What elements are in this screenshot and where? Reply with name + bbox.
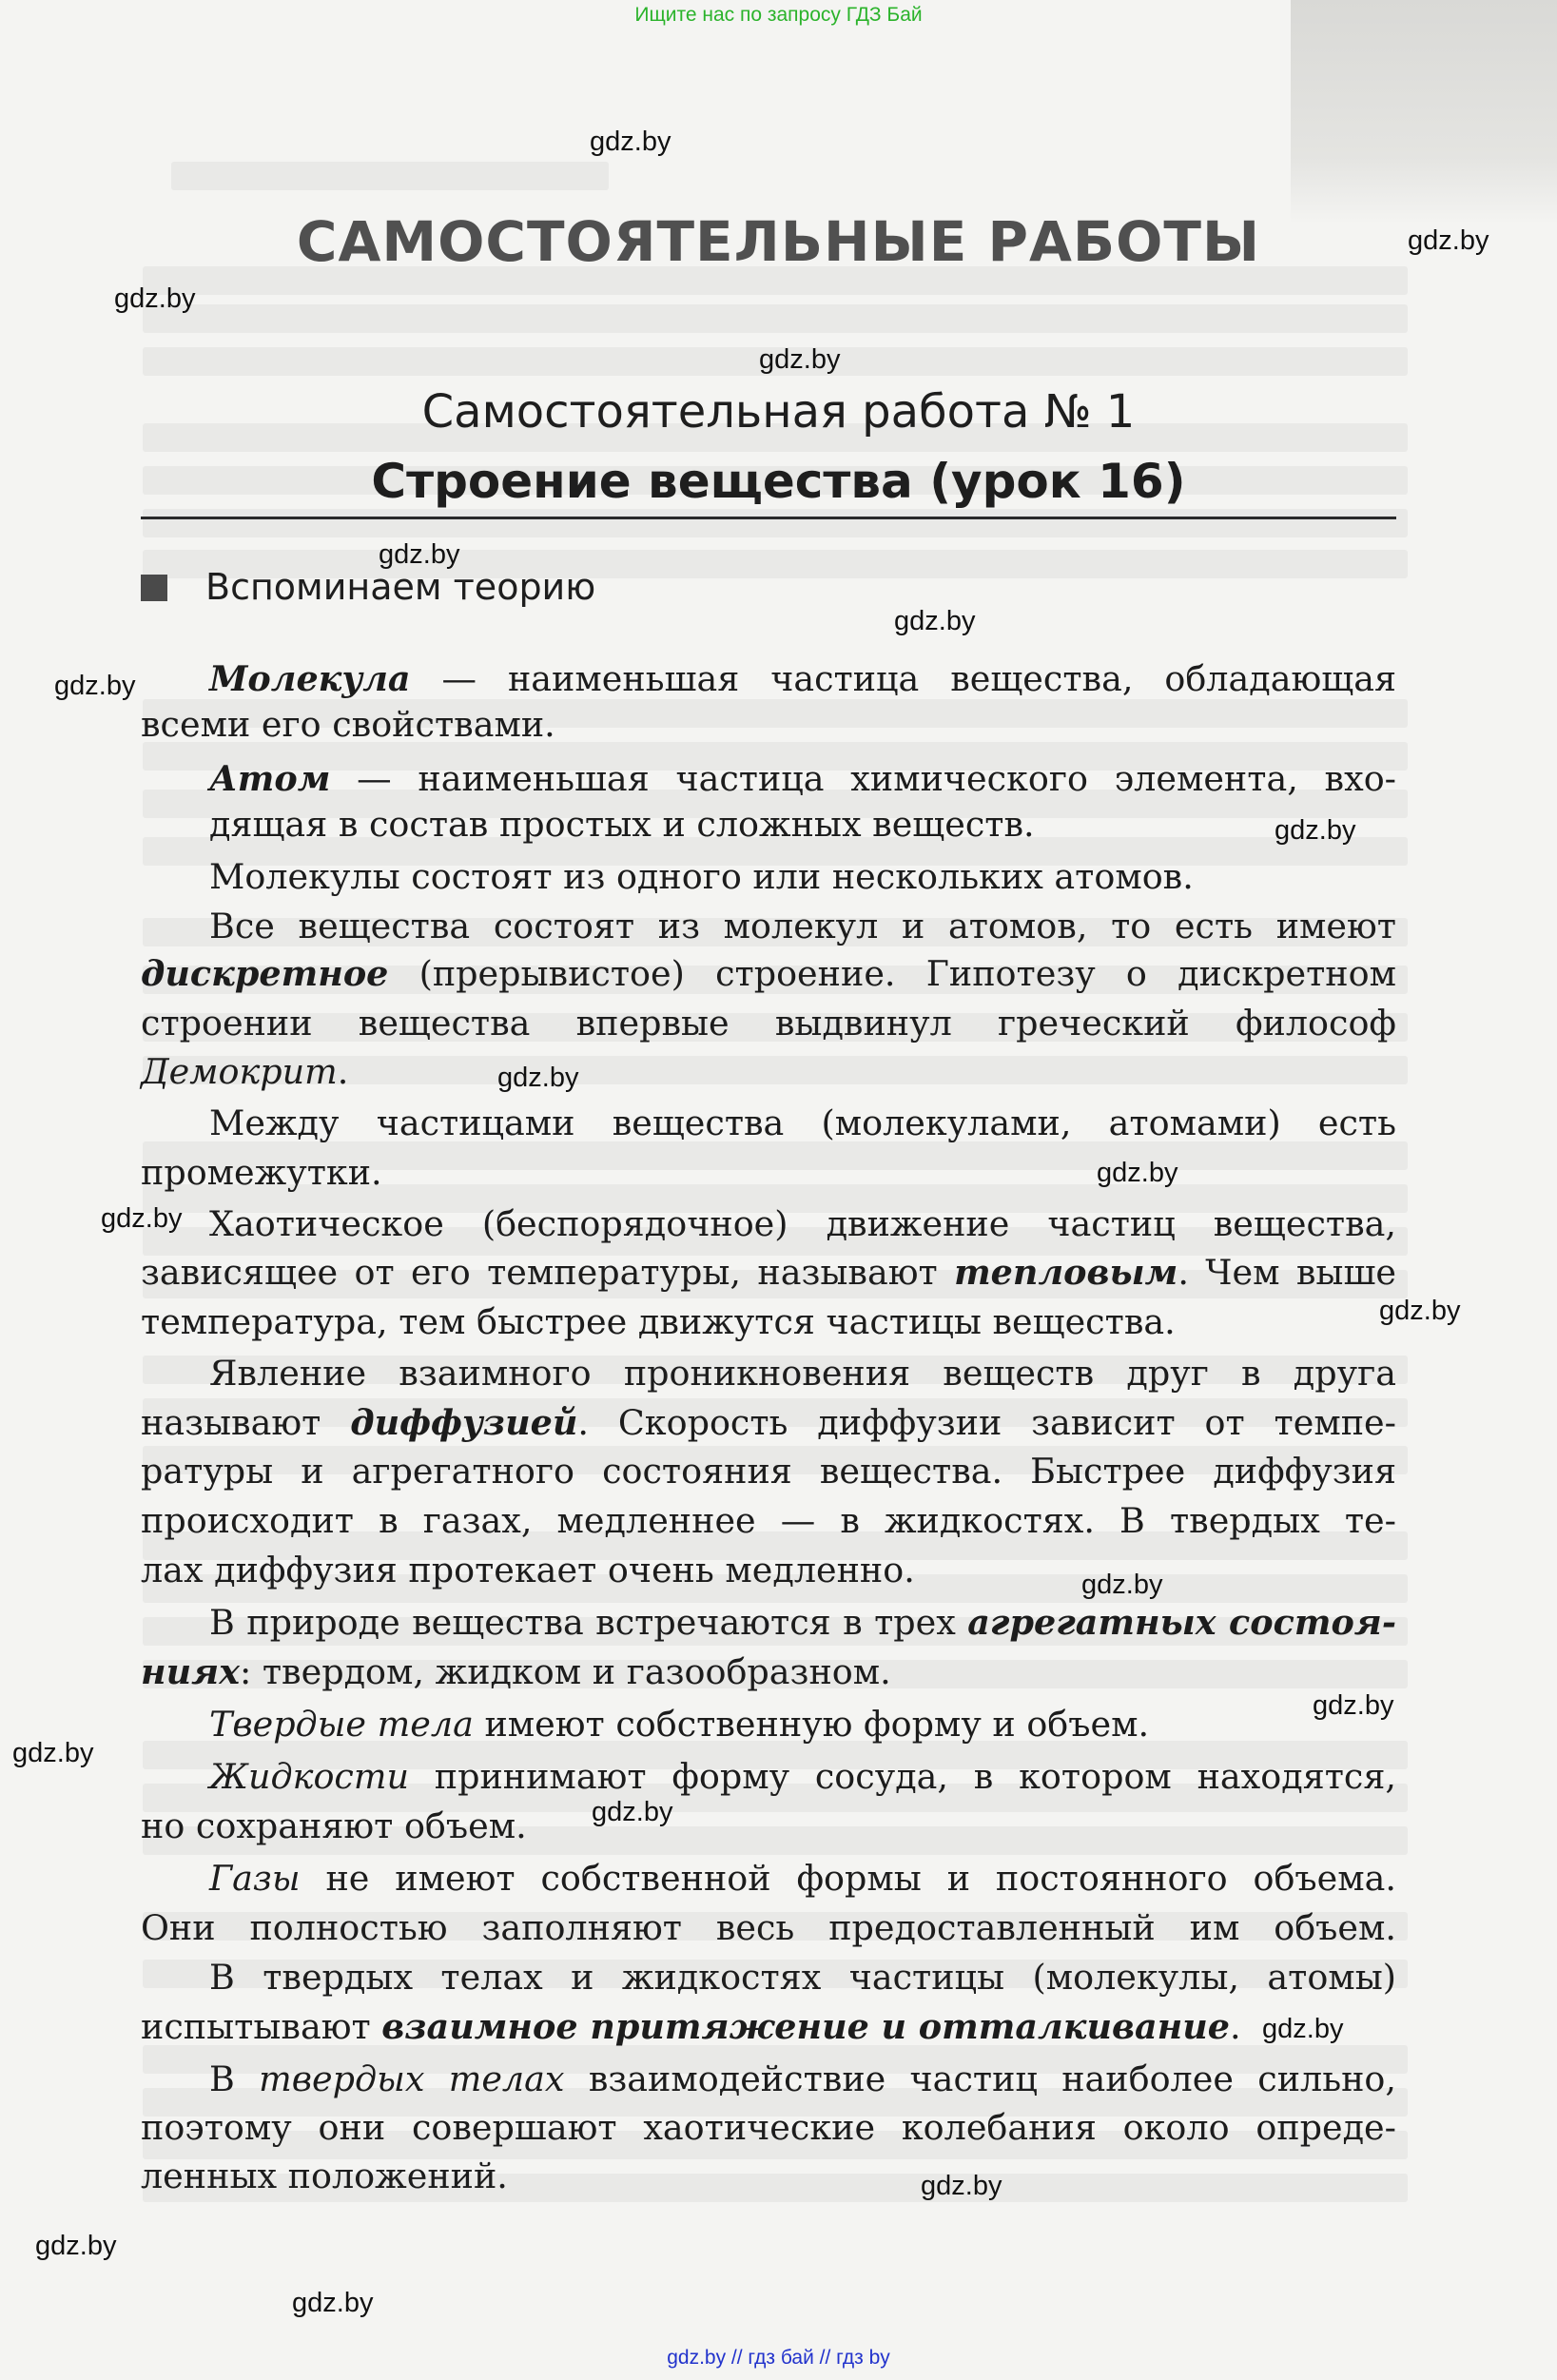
para4-line4 — [141, 1049, 1396, 1095]
para2-line1 — [141, 756, 1396, 802]
watermark: gdz.by — [379, 539, 460, 570]
text: . — [1229, 2006, 1241, 2047]
para4-line1: Все вещества состоят из молекул и атомов, то есть имеют — [209, 906, 1396, 946]
text: . Скорость диффузии зависит от темпе- — [577, 1402, 1396, 1443]
para10-line1 — [141, 1754, 1396, 1800]
term-gases: Газы — [209, 1858, 301, 1899]
para8-line1 — [141, 1600, 1396, 1646]
para4-line2 — [141, 951, 1396, 997]
text: — наименьшая частица химического элемента, вхо- — [330, 758, 1396, 799]
watermark: gdz.by — [590, 127, 671, 157]
text: В — [209, 2058, 260, 2099]
text: зависящее от его температуры, называют — [141, 1252, 955, 1293]
text: (прерывистое) строение. Гипотезу о дискретном — [388, 953, 1396, 994]
para3-line1: Молекулы состоят из одного или нескольких атомов. — [209, 856, 1194, 897]
para7-line4: происходит в газах, медленнее — в жидкостях. В твердых те- — [141, 1500, 1396, 1541]
watermark: gdz.by — [1313, 1690, 1394, 1721]
para7-line1: Явление взаимного проникновения веществ друг в друга — [209, 1353, 1396, 1394]
work-title: Строение вещества (урок 16) — [371, 454, 1186, 509]
para6-line1: Хаотическое (беспорядочное) движение частиц вещества, — [209, 1203, 1396, 1244]
term-thermal: тепловым — [954, 1252, 1178, 1293]
para13-line3: ленных положений. — [141, 2156, 508, 2196]
heading-square-icon — [141, 575, 167, 601]
term-states-cont: ниях — [141, 1651, 240, 1692]
para11-line1 — [141, 1856, 1396, 1902]
watermark: gdz.by — [1379, 1296, 1461, 1326]
text: называют — [141, 1402, 351, 1443]
watermark: gdz.by — [54, 671, 136, 701]
term-attraction-repulsion: взаимное притяжение и отталкивание — [381, 2006, 1230, 2047]
para9-line1 — [141, 1702, 1396, 1747]
term-solids: Твердые тела — [209, 1704, 474, 1745]
theory-heading: Вспоминаем теорию — [205, 566, 596, 608]
para2-line2: дящая в состав простых и сложных веществ. — [209, 804, 1035, 845]
bottom-banner[interactable]: gdz.by // гдз бай // гдз by — [667, 2347, 890, 2369]
term-liquids: Жидкости — [209, 1756, 409, 1797]
para5-line2: промежутки. — [141, 1152, 382, 1193]
text: . Чем выше — [1177, 1252, 1396, 1293]
text: . — [337, 1051, 349, 1092]
para12-line1: В твердых телах и жидкостях частицы (молекулы, атомы) — [209, 1957, 1396, 1998]
text: не имеют собственной формы и постоянного объема. — [300, 1858, 1396, 1899]
watermark: gdz.by — [101, 1203, 183, 1234]
watermark: gdz.by — [592, 1797, 673, 1827]
text: : твердом, жидком и газообразном. — [239, 1651, 891, 1692]
term-solid-bodies: твердых телах — [259, 2058, 565, 2099]
top-banner[interactable]: Ищите нас по запросу ГДЗ Бай — [634, 4, 923, 26]
section-title: САМОСТОЯТЕЛЬНЫЕ РАБОТЫ — [296, 209, 1261, 274]
text: В природе вещества встречаются в трех — [209, 1602, 968, 1643]
title-rule — [141, 517, 1396, 519]
para5-line1: Между частицами вещества (молекулами, атомами) есть — [209, 1102, 1396, 1143]
watermark: gdz.by — [497, 1063, 579, 1093]
para8-line2 — [141, 1649, 1396, 1695]
name-democritus: Демокрит — [141, 1051, 338, 1092]
watermark: gdz.by — [1275, 815, 1356, 846]
watermark: gdz.by — [1097, 1158, 1178, 1188]
work-number: Самостоятельная работа № 1 — [421, 385, 1136, 439]
para1-line2: всеми его свойствами. — [141, 704, 555, 745]
para13-line2: поэтому они совершают хаотические колебания около опреде- — [141, 2107, 1396, 2148]
para4-line3: строении вещества впервые выдвинул греческий философ — [141, 1003, 1396, 1044]
watermark: gdz.by — [894, 606, 976, 636]
watermark: gdz.by — [12, 1738, 94, 1768]
term-discrete: дискретное — [141, 953, 389, 994]
text: имеют собственную форму и объем. — [473, 1704, 1150, 1745]
watermark: gdz.by — [1262, 2014, 1344, 2044]
para12-line2 — [141, 2004, 1396, 2050]
watermark: gdz.by — [292, 2288, 374, 2318]
text: принимают форму сосуда, в котором находятся, — [408, 1756, 1396, 1797]
para7-line3: ратуры и агрегатного состояния вещества. Быстрее диффузия — [141, 1451, 1396, 1492]
para6-line2 — [141, 1250, 1396, 1296]
watermark: gdz.by — [921, 2171, 1002, 2201]
para7-line2 — [141, 1400, 1396, 1446]
watermark: gdz.by — [1081, 1570, 1163, 1600]
text: — наименьшая частица вещества, обладающая — [410, 658, 1396, 699]
watermark: gdz.by — [759, 344, 841, 375]
watermark: gdz.by — [35, 2231, 117, 2261]
text: испытывают — [141, 2006, 382, 2047]
para6-line3: температура, тем быстрее движутся частицы вещества. — [141, 1301, 1176, 1342]
term-diffusion: диффузией — [350, 1402, 578, 1443]
para13-line1 — [141, 2057, 1396, 2102]
para10-line2: но сохраняют объем. — [141, 1805, 527, 1846]
term-atom: Атом — [209, 758, 331, 799]
text: взаимодействие частиц наиболее сильно, — [564, 2058, 1396, 2099]
term-molecule: Молекула — [209, 658, 411, 699]
term-aggregate-states: агрегатных состоя- — [967, 1602, 1397, 1643]
para1-line1 — [141, 656, 1396, 702]
para11-line2: Они полностью заполняют весь предоставленный им объем. — [141, 1907, 1396, 1948]
para7-line5: лах диффузия протекает очень медленно. — [141, 1550, 915, 1590]
watermark: gdz.by — [114, 283, 196, 314]
watermark: gdz.by — [1408, 225, 1489, 256]
